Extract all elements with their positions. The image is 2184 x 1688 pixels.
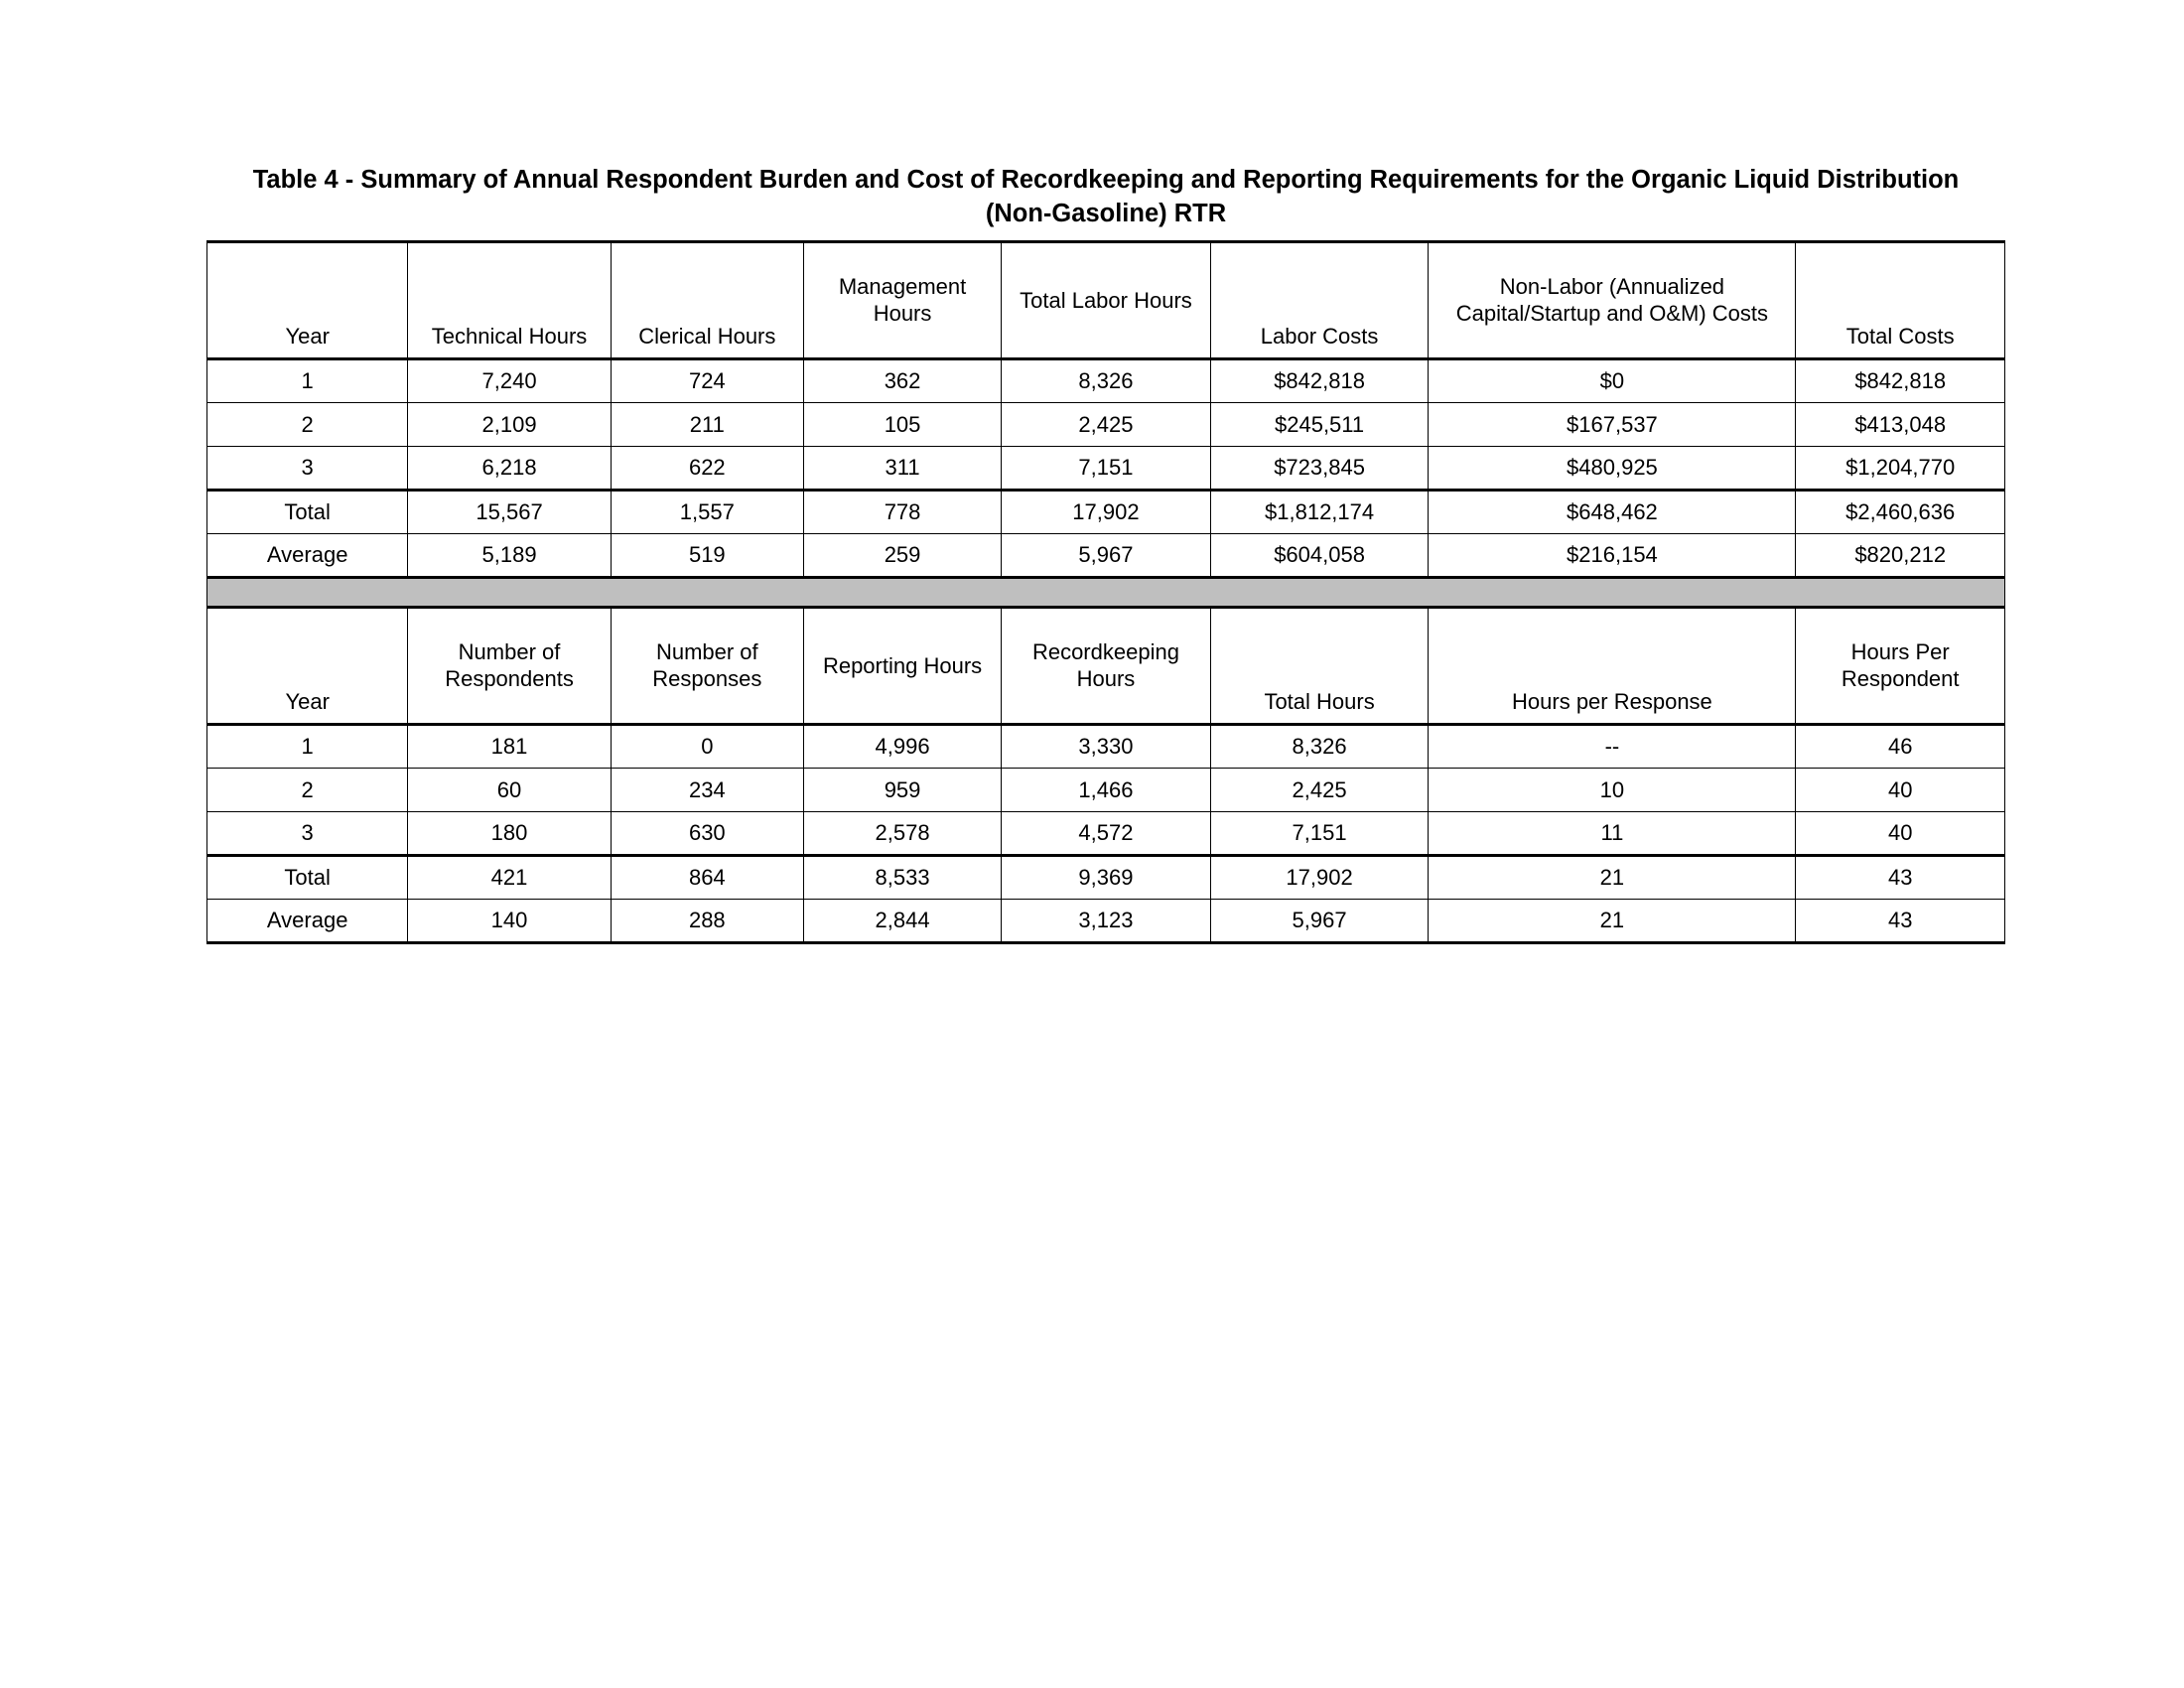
cell-total-costs: $820,212 bbox=[1796, 534, 2005, 578]
cell-clerical-hours: 622 bbox=[611, 447, 803, 491]
section-separator bbox=[207, 578, 2005, 608]
cell-number-of-respondents: 181 bbox=[408, 725, 611, 769]
cell-labor-costs: $245,511 bbox=[1210, 403, 1429, 447]
cell-non-labor-costs: $216,154 bbox=[1429, 534, 1796, 578]
column-header-recordkeeping-hours: Recordkeeping Hours bbox=[1002, 608, 1211, 725]
cell-hours-per-response: -- bbox=[1429, 725, 1796, 769]
table-row bbox=[207, 725, 2005, 769]
cell-reporting-hours: 4,996 bbox=[803, 725, 1001, 769]
cell-reporting-hours: 2,844 bbox=[803, 900, 1001, 943]
table-header-row-hours bbox=[207, 608, 2005, 725]
cell-number-of-responses: 864 bbox=[611, 856, 803, 900]
column-header-labor-costs: Labor Costs bbox=[1210, 242, 1429, 359]
cell-year: 3 bbox=[207, 812, 408, 856]
cell-year: Average bbox=[207, 900, 408, 943]
cell-technical-hours: 5,189 bbox=[408, 534, 611, 578]
cell-recordkeeping-hours: 3,123 bbox=[1002, 900, 1211, 943]
column-header-clerical-hours: Clerical Hours bbox=[611, 242, 803, 359]
table-header-row-costs bbox=[207, 242, 2005, 359]
cell-reporting-hours: 959 bbox=[803, 769, 1001, 812]
cell-labor-costs: $723,845 bbox=[1210, 447, 1429, 491]
column-header-total-hours: Total Hours bbox=[1210, 608, 1429, 725]
cell-total-hours: 17,902 bbox=[1210, 856, 1429, 900]
column-header-year: Year bbox=[207, 242, 408, 359]
column-header-year-2: Year bbox=[207, 608, 408, 725]
column-header-hours-per-response: Hours per Response bbox=[1429, 608, 1796, 725]
cell-number-of-respondents: 140 bbox=[408, 900, 611, 943]
cell-recordkeeping-hours: 4,572 bbox=[1002, 812, 1211, 856]
cell-reporting-hours: 8,533 bbox=[803, 856, 1001, 900]
cell-hours-per-respondent: 43 bbox=[1796, 900, 2005, 943]
cell-recordkeeping-hours: 1,466 bbox=[1002, 769, 1211, 812]
table-block bbox=[206, 164, 2005, 944]
cell-non-labor-costs: $648,462 bbox=[1429, 491, 1796, 534]
cell-total-labor-hours: 8,326 bbox=[1002, 359, 1211, 403]
table-row bbox=[207, 359, 2005, 403]
cell-number-of-respondents: 180 bbox=[408, 812, 611, 856]
cell-hours-per-respondent: 46 bbox=[1796, 725, 2005, 769]
cell-technical-hours: 7,240 bbox=[408, 359, 611, 403]
cell-total-costs: $842,818 bbox=[1796, 359, 2005, 403]
cell-year: Total bbox=[207, 491, 408, 534]
cell-total-costs: $2,460,636 bbox=[1796, 491, 2005, 534]
cell-reporting-hours: 2,578 bbox=[803, 812, 1001, 856]
cell-number-of-respondents: 60 bbox=[408, 769, 611, 812]
table-row-average bbox=[207, 534, 2005, 578]
cell-number-of-responses: 630 bbox=[611, 812, 803, 856]
cell-management-hours: 778 bbox=[803, 491, 1001, 534]
cell-labor-costs: $1,812,174 bbox=[1210, 491, 1429, 534]
table-title: Table 4 - Summary of Annual Respondent Burden and Cost of Recordkeeping and Reporting Requirements for the Organic Liquid Distribution (Non-Gasoline) RTR bbox=[252, 166, 1960, 227]
cell-non-labor-costs: $480,925 bbox=[1429, 447, 1796, 491]
table-row-average bbox=[207, 900, 2005, 943]
cell-total-costs: $413,048 bbox=[1796, 403, 2005, 447]
cell-non-labor-costs: $167,537 bbox=[1429, 403, 1796, 447]
cell-total-labor-hours: 17,902 bbox=[1002, 491, 1211, 534]
cell-clerical-hours: 519 bbox=[611, 534, 803, 578]
column-header-total-labor-hours: Total Labor Hours bbox=[1002, 242, 1211, 359]
cell-recordkeeping-hours: 3,330 bbox=[1002, 725, 1211, 769]
cell-technical-hours: 15,567 bbox=[408, 491, 611, 534]
cell-labor-costs: $842,818 bbox=[1210, 359, 1429, 403]
cell-hours-per-response: 21 bbox=[1429, 900, 1796, 943]
cell-non-labor-costs: $0 bbox=[1429, 359, 1796, 403]
column-header-total-costs: Total Costs bbox=[1796, 242, 2005, 359]
cell-total-costs: $1,204,770 bbox=[1796, 447, 2005, 491]
cell-clerical-hours: 1,557 bbox=[611, 491, 803, 534]
column-header-non-labor-costs: Non-Labor (Annualized Capital/Startup and O&M) Costs bbox=[1429, 242, 1796, 359]
cell-management-hours: 259 bbox=[803, 534, 1001, 578]
table-row bbox=[207, 403, 2005, 447]
cell-labor-costs: $604,058 bbox=[1210, 534, 1429, 578]
column-header-reporting-hours: Reporting Hours bbox=[803, 608, 1001, 725]
cell-total-hours: 7,151 bbox=[1210, 812, 1429, 856]
cell-year: 2 bbox=[207, 769, 408, 812]
cell-hours-per-respondent: 43 bbox=[1796, 856, 2005, 900]
table-row bbox=[207, 769, 2005, 812]
cell-year: 1 bbox=[207, 725, 408, 769]
cell-year: 1 bbox=[207, 359, 408, 403]
column-header-hours-per-respondent: Hours Per Respondent bbox=[1796, 608, 2005, 725]
cell-hours-per-respondent: 40 bbox=[1796, 812, 2005, 856]
table-row bbox=[207, 812, 2005, 856]
cell-total-hours: 8,326 bbox=[1210, 725, 1429, 769]
cell-technical-hours: 6,218 bbox=[408, 447, 611, 491]
cell-hours-per-response: 10 bbox=[1429, 769, 1796, 812]
cell-management-hours: 362 bbox=[803, 359, 1001, 403]
cell-year: 3 bbox=[207, 447, 408, 491]
cell-management-hours: 105 bbox=[803, 403, 1001, 447]
column-header-number-of-respondents: Number of Respondents bbox=[408, 608, 611, 725]
cell-total-labor-hours: 7,151 bbox=[1002, 447, 1211, 491]
table-row bbox=[207, 447, 2005, 491]
cell-number-of-responses: 234 bbox=[611, 769, 803, 812]
cell-hours-per-response: 21 bbox=[1429, 856, 1796, 900]
table-row-total bbox=[207, 856, 2005, 900]
cell-number-of-responses: 288 bbox=[611, 900, 803, 943]
column-header-technical-hours: Technical Hours bbox=[408, 242, 611, 359]
cell-year: 2 bbox=[207, 403, 408, 447]
cell-technical-hours: 2,109 bbox=[408, 403, 611, 447]
cell-number-of-responses: 0 bbox=[611, 725, 803, 769]
cell-recordkeeping-hours: 9,369 bbox=[1002, 856, 1211, 900]
cell-total-labor-hours: 5,967 bbox=[1002, 534, 1211, 578]
cell-total-labor-hours: 2,425 bbox=[1002, 403, 1211, 447]
column-header-number-of-responses: Number of Responses bbox=[611, 608, 803, 725]
cell-hours-per-response: 11 bbox=[1429, 812, 1796, 856]
cell-total-hours: 5,967 bbox=[1210, 900, 1429, 943]
cell-clerical-hours: 211 bbox=[611, 403, 803, 447]
cell-management-hours: 311 bbox=[803, 447, 1001, 491]
cell-hours-per-respondent: 40 bbox=[1796, 769, 2005, 812]
table-row-total bbox=[207, 491, 2005, 534]
cell-year: Total bbox=[207, 856, 408, 900]
cell-number-of-respondents: 421 bbox=[408, 856, 611, 900]
burden-summary-table bbox=[206, 240, 2005, 944]
column-header-management-hours: Management Hours bbox=[803, 242, 1001, 359]
cell-year: Average bbox=[207, 534, 408, 578]
cell-clerical-hours: 724 bbox=[611, 359, 803, 403]
cell-total-hours: 2,425 bbox=[1210, 769, 1429, 812]
